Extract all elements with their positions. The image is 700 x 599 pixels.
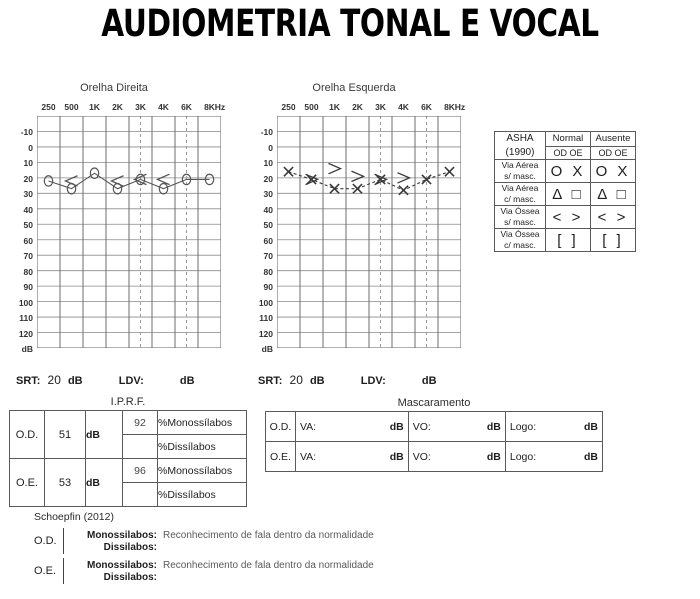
srt-label-right: SRT: (16, 375, 41, 387)
srt-unit-left: dB (309, 375, 325, 387)
asha-symbol-ausente: [ ] (590, 229, 635, 252)
mascaramento-va[interactable] (295, 412, 408, 442)
asha-row-label: Via Óssea s/ masc. (495, 206, 546, 229)
iprf-caption: I.P.R.F. (110, 396, 146, 408)
mascaramento-logo-label: Logo: (509, 450, 537, 463)
srt-value-right[interactable]: 20 (47, 373, 61, 387)
schoepfin-mono-value[interactable]: Reconhecimento de fala dentro da normalidade (163, 559, 374, 571)
db-label-40: 40 (263, 204, 273, 215)
audiogram-right-ear-title: Orelha Direita (80, 82, 148, 94)
audiogram-right-ear (8, 82, 238, 357)
iprf-di-label: %Dissílabos (158, 435, 247, 459)
srt-label-left: SRT: (258, 375, 283, 387)
mascaramento-logo[interactable] (505, 412, 602, 442)
frequency-axis-labels-right (8, 102, 238, 114)
mascaramento-vo-label: VO: (412, 420, 431, 433)
db-label-20: 20 (23, 173, 33, 184)
mascaramento-va-label: VA: (299, 420, 317, 433)
mascaramento-vo-unit: dB (486, 450, 501, 463)
iprf-ear: O.E. (10, 459, 45, 507)
db-label-10: 10 (263, 158, 273, 169)
freq-label-2K: 2K (352, 102, 363, 112)
audiogram-left-ear-title: Orelha Esquerda (312, 82, 396, 94)
schoepfin-mono-value[interactable]: Reconhecimento de fala dentro da normalidade (163, 529, 374, 541)
mascaramento-row (266, 442, 603, 472)
schoepfin-row (34, 556, 464, 586)
freq-label-6K: 6K (421, 102, 432, 112)
asha-row (495, 160, 636, 183)
schoepfin-mono-label: Monossilabos: (86, 559, 157, 571)
asha-sub-normal: OD OE (546, 146, 591, 159)
mascaramento-va-label: VA: (299, 450, 317, 463)
audiogram-plot-right (37, 116, 221, 348)
asha-row-label: Via Aérea c/ masc. (495, 183, 546, 206)
freq-label-8K: 8K (444, 102, 455, 112)
db-label-70: 70 (263, 251, 273, 262)
asha-symbol-normal: O X (546, 160, 591, 183)
db-label-110: 110 (259, 313, 273, 324)
db-label-80: 80 (23, 266, 33, 277)
db-axis-labels-left (248, 114, 276, 354)
freq-label-4K: 4K (158, 102, 169, 112)
schoepfin-section (34, 511, 464, 586)
freq-unit-label: Hz (214, 102, 226, 112)
srt-row-left (258, 373, 437, 387)
db-label-10: 10 (23, 158, 33, 169)
iprf-di-value[interactable] (123, 483, 158, 507)
mascaramento-vo[interactable] (408, 412, 505, 442)
asha-col-ausente: Ausente (590, 132, 635, 147)
freq-label-1K: 1K (329, 102, 340, 112)
schoepfin-divider (63, 528, 64, 554)
freq-label-6K: 6K (181, 102, 192, 112)
asha-row-label: Via Óssea c/ masc. (495, 229, 546, 252)
schoepfin-mono-label: Monossilabos: (86, 529, 157, 541)
db-label-40: 40 (23, 204, 33, 215)
freq-label-1K: 1K (89, 102, 100, 112)
db-label-80: 80 (263, 266, 273, 277)
audiogram-plot-left (277, 116, 461, 348)
asha-row (495, 183, 636, 206)
asha-year: (1990) (505, 146, 535, 158)
iprf-db-unit: dB (86, 411, 123, 459)
asha-title-cell (495, 132, 546, 160)
asha-col-normal: Normal (546, 132, 591, 147)
iprf-row (10, 411, 247, 435)
db-label-30: 30 (263, 189, 273, 200)
mascaramento-va-unit: dB (389, 450, 404, 463)
iprf-mono-label: %Monossílabos (158, 459, 247, 483)
mascaramento-logo-unit: dB (584, 420, 598, 433)
iprf-db-unit: dB (86, 459, 123, 507)
freq-label-4K: 4K (398, 102, 409, 112)
asha-legend (494, 131, 636, 252)
db-label-120: 120 (18, 328, 33, 339)
mascaramento-logo-unit: dB (584, 450, 598, 463)
schoepfin-rows (34, 526, 464, 586)
srt-unit-right: dB (67, 375, 83, 387)
iprf-mono-value[interactable]: 96 (123, 459, 158, 483)
db-label-20: 20 (263, 173, 273, 184)
schoepfin-di-label: Dissilabos: (103, 571, 157, 583)
ldv-label-left: LDV: (360, 375, 386, 387)
db-label-90: 90 (263, 282, 273, 293)
db-axis-labels-right (8, 114, 36, 354)
freq-label-500: 500 (304, 102, 319, 112)
db-label-60: 60 (23, 235, 33, 246)
freq-label-3K: 3K (135, 102, 146, 112)
frequency-axis-labels-left (248, 102, 478, 114)
schoepfin-divider (63, 558, 64, 584)
srt-row-right (16, 373, 195, 387)
freq-label-2K: 2K (112, 102, 123, 112)
asha-symbol-ausente: O X (590, 160, 635, 183)
freq-label-500: 500 (64, 102, 79, 112)
iprf-table-wrap (9, 410, 247, 507)
iprf-body (10, 411, 247, 507)
schoepfin-title: Schoepfin (2012) (34, 511, 114, 523)
mascaramento-vo-unit: dB (486, 420, 501, 433)
asha-row-label: Via Aérea s/ masc. (495, 160, 546, 183)
ldv-unit-right: dB (179, 375, 195, 387)
mascaramento-logo[interactable] (505, 442, 602, 472)
db-label-90: 90 (23, 282, 33, 293)
schoepfin-di-label: Dissilabos: (103, 541, 157, 553)
db-label-120: 120 (258, 328, 273, 339)
iprf-row (10, 459, 247, 483)
asha-symbol-normal: [ ] (546, 229, 591, 252)
mascaramento-vo[interactable] (408, 442, 505, 472)
asha-symbol-normal: Δ □ (546, 183, 591, 206)
asha-row (495, 229, 636, 252)
freq-label-250: 250 (41, 102, 56, 112)
db-label--10: -10 (260, 127, 273, 138)
db-unit-label: dB (21, 344, 33, 354)
mascaramento-caption: Mascaramento (397, 397, 471, 409)
asha-sub-ausente: OD OE (590, 146, 635, 159)
schoepfin-ear: O.E. (34, 565, 57, 577)
ldv-unit-left: dB (421, 375, 437, 387)
asha-body (495, 160, 636, 252)
srt-value-left[interactable]: 20 (289, 373, 303, 387)
mascaramento-va-unit: dB (389, 420, 404, 433)
iprf-mono-value[interactable]: 92 (123, 411, 158, 435)
iprf-di-value[interactable] (123, 435, 158, 459)
db-label-0: 0 (28, 142, 33, 153)
db-label-30: 30 (23, 189, 33, 200)
mascaramento-va[interactable] (295, 442, 408, 472)
page-title: AUDIOMETRIA TONAL E VOCAL (101, 2, 599, 45)
ldv-label-right: LDV: (118, 375, 144, 387)
asha-header-row (495, 132, 636, 147)
db-label-70: 70 (23, 251, 33, 262)
db-label-110: 110 (19, 313, 33, 324)
db-label-60: 60 (263, 235, 273, 246)
mascaramento-logo-label: Logo: (509, 420, 537, 433)
schoepfin-row (34, 526, 464, 556)
mascaramento-body (266, 412, 603, 472)
asha-symbol-ausente: < > (590, 206, 635, 229)
iprf-db-value[interactable]: 53 (45, 459, 86, 507)
mascaramento-table-wrap (265, 411, 603, 472)
freq-label-8K: 8K (204, 102, 215, 112)
db-label--10: -10 (20, 127, 33, 138)
freq-label-3K: 3K (375, 102, 386, 112)
freq-unit-label: Hz (454, 102, 466, 112)
db-label-100: 100 (258, 297, 273, 308)
mascaramento-ear: O.E. (266, 442, 296, 472)
mascaramento-row (266, 412, 603, 442)
iprf-ear: O.D. (10, 411, 45, 459)
mascaramento-vo-label: VO: (412, 450, 431, 463)
asha-symbol-ausente: Δ □ (590, 183, 635, 206)
iprf-db-value[interactable]: 51 (45, 411, 86, 459)
asha-symbol-normal: < > (546, 206, 591, 229)
db-label-100: 100 (18, 297, 33, 308)
iprf-di-label: %Dissílabos (158, 483, 247, 507)
mascaramento-ear: O.D. (266, 412, 296, 442)
db-unit-label: dB (261, 344, 273, 354)
iprf-mono-label: %Monossílabos (158, 411, 247, 435)
db-label-50: 50 (263, 220, 273, 231)
audiogram-left-ear (248, 82, 478, 357)
asha-name: ASHA (506, 133, 534, 144)
db-label-0: 0 (268, 142, 273, 153)
freq-label-250: 250 (281, 102, 296, 112)
asha-row (495, 206, 636, 229)
db-label-50: 50 (23, 220, 33, 231)
schoepfin-ear: O.D. (34, 535, 57, 547)
